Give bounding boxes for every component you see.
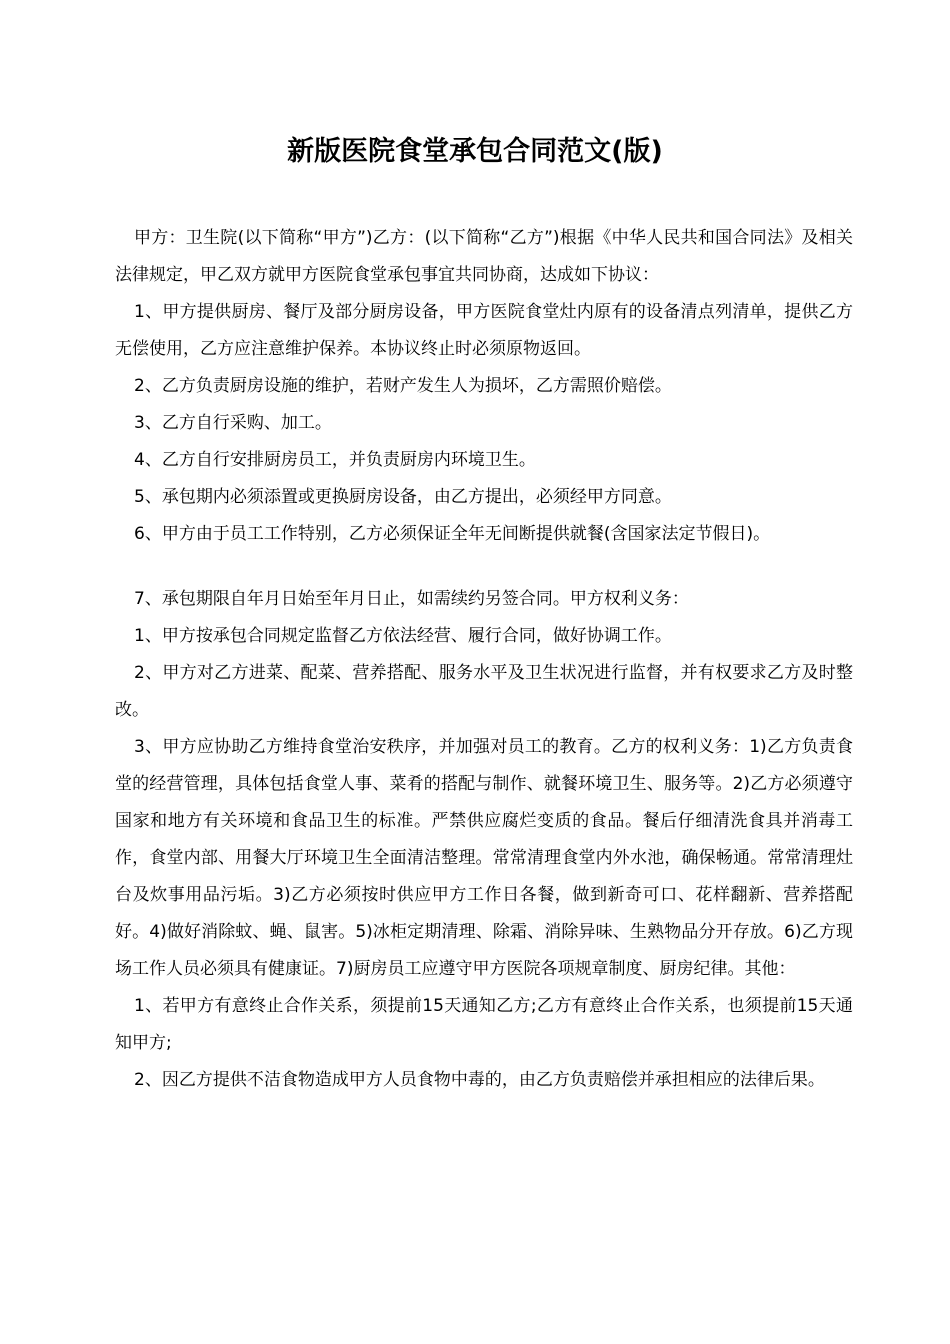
party-a-duty-3: 3、甲方应协助乙方维持食堂治安秩序，并加强对员工的教育。乙方的权利义务：1)乙方负责食堂的经营管理，具体包括食堂人事、菜肴的搭配与制作、就餐环境卫生、服务等。2)乙方必须遵守国家和地方有关环境和食品卫生的标准。严禁供应腐烂变质的食品。餐后仔细清洗食具并消毒工作，食堂内部、用餐大厅环境卫生全面清洁整理。常常清理食堂内外水池，确保畅通。常常清理灶台及炊事用品污垢。3)乙方必须按时供应甲方工作日各餐，做到新奇可口、花样翻新、营养搭配好。4)做好消除蚊、蝇、鼠害。5)冰柜定期清理、除霜、消除异味、生熟物品分开存放。6)乙方现场工作人员必须具有健康证。7)厨房员工应遵守甲方医院各项规章制度、厨房纪律。其他：	[115, 737, 853, 979]
intro-paragraph: 甲方：卫生院(以下简称“甲方”)乙方：(以下简称“乙方”)根据《中华人民共和国合同法》及相关法律规定，甲乙双方就甲方医院食堂承包事宜共同协商，达成如下协议：	[115, 228, 853, 285]
document-title: 新版医院食堂承包合同范文(版)	[287, 136, 663, 167]
clause-5: 5、承包期内必须添置或更换厨房设备，由乙方提出，必须经甲方同意。	[134, 487, 672, 507]
clause-4: 4、乙方自行安排厨房员工，并负责厨房内环境卫生。	[134, 450, 536, 470]
other-clause-1: 1、若甲方有意终止合作关系，须提前15天通知乙方;乙方有意终止合作关系，也须提前15天通知甲方;	[115, 996, 853, 1053]
clause-2: 2、乙方负责厨房设施的维护，若财产发生人为损坏，乙方需照价赔偿。	[134, 376, 672, 396]
clause-7: 7、承包期限自年月日始至年月日止，如需续约另签合同。甲方权利义务：	[134, 589, 689, 609]
clause-1: 1、甲方提供厨房、餐厅及部分厨房设备，甲方医院食堂灶内原有的设备清点列清单，提供乙方无偿使用，乙方应注意维护保养。本协议终止时必须原物返回。	[115, 302, 853, 359]
paragraph-gap	[115, 553, 853, 581]
clause-6: 6、甲方由于员工工作特别，乙方必须保证全年无间断提供就餐(含国家法定节假日)。	[134, 524, 771, 544]
other-clause-2: 2、因乙方提供不洁食物造成甲方人员食物中毒的，由乙方负责赔偿并承担相应的法律后果。	[134, 1070, 825, 1090]
clause-3: 3、乙方自行采购、加工。	[134, 413, 332, 433]
party-a-duty-1: 1、甲方按承包合同规定监督乙方依法经营、履行合同，做好协调工作。	[134, 626, 672, 646]
document-body	[115, 220, 853, 1099]
party-a-duty-2: 2、甲方对乙方进菜、配菜、营养搭配、服务水平及卫生状况进行监督，并有权要求乙方及时整改。	[115, 663, 853, 720]
